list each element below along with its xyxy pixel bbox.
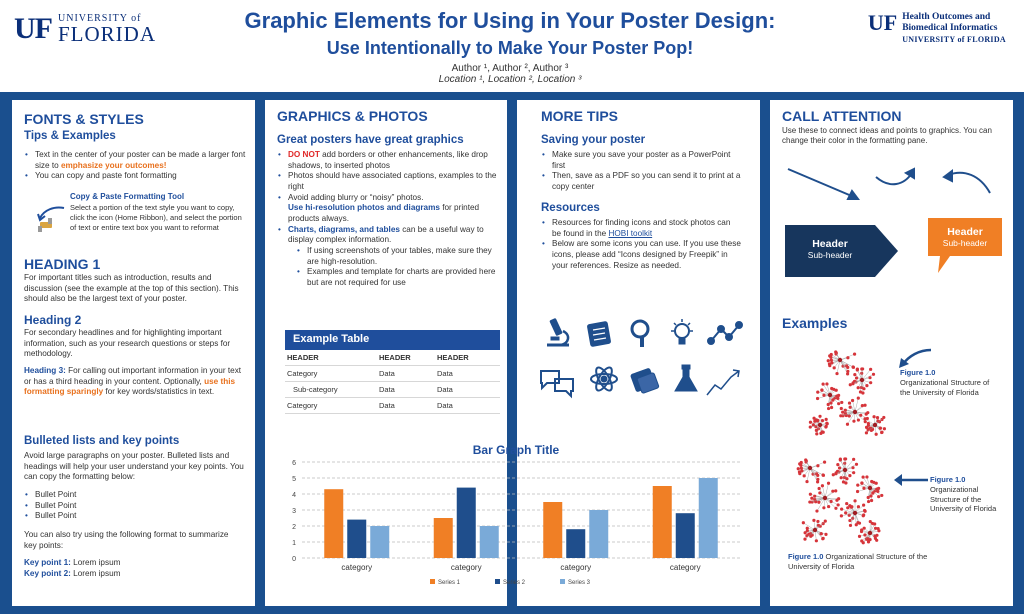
legend-entry: Series 1: [438, 580, 461, 586]
network-icon: [708, 322, 743, 345]
example-bullets: [24, 490, 224, 522]
examples-title: Examples: [782, 315, 848, 331]
chevron-label: [785, 238, 875, 260]
graphics-bullets: [277, 150, 499, 289]
curved-arrow-left-icon: [944, 171, 990, 193]
table-header-row: HEADER HEADER HEADER: [285, 350, 500, 366]
bubble-subheader: Sub-header: [942, 238, 988, 248]
call-attention-title: CALL ATTENTION: [782, 108, 902, 124]
chart-title: Bar Graph Title: [472, 443, 560, 457]
list-item: • Avoid adding blurry or “noisy” photos. Use hi-resolution photos and diagrams for printed products always.: [277, 193, 499, 225]
microscope-icon: [547, 318, 569, 345]
chevron-subheader: Sub-header: [807, 250, 853, 260]
example-table-title: Example Table: [285, 330, 500, 350]
bar-chart: [280, 440, 750, 590]
x-tick-label: category: [341, 563, 373, 572]
great-graphics-subtitle: Great posters have great graphics: [277, 134, 464, 146]
list-item: • If using screenshots of your tables, make sure they are high-resolution.: [277, 246, 499, 267]
authors: Author ¹, Author ², Author ³: [451, 63, 569, 74]
format-painter-icon: [34, 204, 70, 234]
uf-university-text: UNIVERSITY of: [58, 12, 142, 24]
bulleted-lists-text: Avoid large paragraphs on your poster. Bulleted lists and headings will help your user understand your key points. You can copy the formatting below:: [24, 451, 244, 482]
summary-text: You can also try using the following format to summarize key points:: [24, 530, 229, 550]
flask-icon: [675, 365, 697, 391]
figure-caption: Figure 1.0 Organizational Structure of the University of Florida: [900, 368, 990, 397]
uf-monogram: UF: [14, 12, 52, 45]
bar: [676, 513, 695, 558]
icon-grid: [535, 315, 750, 400]
locations: Location ¹, Location ², Location ³: [438, 74, 582, 85]
hobi-toolkit-link[interactable]: HOBI toolkit: [608, 228, 653, 238]
x-tick-label: category: [669, 563, 701, 572]
magnifier-icon: [632, 321, 648, 347]
example-table: [285, 350, 500, 414]
list-item: • You can copy and paste font formatting: [24, 171, 246, 182]
trend-line-icon: [707, 370, 739, 395]
hobi-line3: UNIVERSITY of FLORIDA: [902, 34, 1006, 44]
list-item: • Bullet Point: [24, 511, 224, 522]
list-item: • Bullet Point: [24, 490, 224, 501]
tips-examples-subtitle: Tips & Examples: [24, 130, 116, 142]
org-structure-image: [800, 340, 895, 440]
bar: [699, 478, 718, 558]
y-tick-label: 3: [292, 508, 296, 515]
bar: [370, 526, 389, 558]
uf-logo: [14, 12, 156, 46]
heading-1-example: HEADING 1: [24, 256, 101, 272]
y-tick-label: 1: [292, 540, 296, 547]
books-icon: [631, 368, 660, 393]
straight-arrow-icon: [788, 169, 858, 199]
chevron-header: Header: [812, 238, 848, 250]
heading-3-text: Heading 3: For calling out important information in your text or has a third heading in your content. Optionally, use this formatting sparingly for key words/statistics in text.: [24, 366, 242, 397]
speech-bubble-label: [928, 226, 1002, 248]
poster-header: [0, 0, 1024, 92]
fonts-bullets: [24, 150, 246, 182]
fonts-styles-panel: [12, 100, 255, 606]
figure-caption: Figure 1.0 Organizational Structure of the University of Florida: [788, 552, 928, 571]
heading-2-example: Heading 2: [24, 313, 82, 327]
graphics-photos-title: GRAPHICS & PHOTOS: [277, 108, 428, 124]
lightbulb-icon: [671, 319, 693, 344]
figure-arrow-icon: [895, 346, 935, 370]
more-tips-title: MORE TIPS: [541, 108, 619, 124]
hobi-line1: Health Outcomes and: [902, 12, 991, 22]
table-row: Category Data Data: [285, 398, 500, 414]
y-tick-label: 2: [292, 524, 296, 531]
list-item: • Text in the center of your poster can be made a larger font size to emphasize your outcomes!: [24, 150, 246, 171]
legend-entry: Series 3: [568, 580, 591, 586]
bar: [480, 526, 499, 558]
y-tick-label: 5: [292, 476, 296, 483]
list-item: • Charts, diagrams, and tables can be a useful way to display complex information.: [277, 225, 499, 246]
key-point-1: Key point 1: Lorem ipsum: [24, 558, 121, 567]
list-item: • Make sure you save your poster as a PowerPoint first: [541, 150, 741, 171]
uf-florida-text: FLORIDA: [58, 21, 157, 46]
y-tick-label: 6: [292, 460, 296, 467]
poster-subtitle: Use Intentionally to Make Your Poster Pop!: [326, 38, 694, 58]
org-structure-image: [785, 448, 895, 548]
list-item: • Resources for finding icons and stock photos can be found in the HOBI toolkit: [541, 218, 741, 239]
table-row: Category Data Data: [285, 366, 500, 382]
format-tool-title: Copy & Paste Formatting Tool: [70, 192, 185, 201]
list-item: • Below are some icons you can use. If you use these icons, please add “Icons designed by Freepik” in your references. Resize as needed.: [541, 239, 741, 271]
legend-entry: Series 2: [503, 580, 526, 586]
y-tick-label: 4: [292, 492, 296, 499]
key-point-2: Key point 2: Lorem ipsum: [24, 569, 121, 578]
fonts-styles-title: FONTS & STYLES: [24, 111, 144, 127]
heading-2-text: For secondary headlines and for highlighting important information, such as your research questions or steps for methodology.: [24, 328, 231, 359]
bar: [589, 510, 608, 558]
legend-swatch: [560, 579, 565, 584]
resources-subtitle: Resources: [541, 202, 600, 214]
bar: [543, 502, 562, 558]
hobi-line2: Biomedical Informatics: [902, 23, 998, 34]
bar: [434, 518, 453, 558]
call-attention-intro: Use these to connect ideas and points to graphics. You can change their color in the formatting pane.: [782, 126, 992, 146]
hobi-logo: [868, 12, 1006, 44]
list-item: • DO NOT add borders or other enhancements, like drop shadows, to inserted photos: [277, 150, 499, 171]
format-tool-text: Select a portion of the text style you want to copy, click the icon (Home Ribbon), and select the portion of text or entire text box you want to reformat: [70, 203, 242, 232]
hobi-monogram: UF: [867, 10, 898, 35]
resources-bullets: [541, 218, 741, 271]
figure-caption: Figure 1.0 Organizational Structure of the University of Florida: [930, 475, 997, 514]
atom-icon: [591, 365, 617, 393]
list-item: • Examples and template for charts are provided here but are not required for use: [277, 267, 499, 288]
y-tick-label: 0: [292, 556, 296, 563]
arrow-set: [780, 155, 1005, 215]
list-item: • Then, save as a PDF so you can send it to print at a copy center: [541, 171, 741, 192]
bubble-header: Header: [947, 226, 983, 238]
saving-subtitle: Saving your poster: [541, 134, 646, 146]
legend-swatch: [495, 579, 500, 584]
heading-1-text: For important titles such as introduction, results and discussion (see the example at the top of this section). This should also be the largest text of your poster.: [24, 273, 239, 304]
table-row: Sub-category Data Data: [285, 382, 500, 398]
bar: [347, 520, 366, 558]
saving-bullets: [541, 150, 741, 193]
bar: [324, 489, 343, 558]
bar: [653, 486, 672, 558]
list-item: • Photos should have associated captions, examples to the right: [277, 171, 499, 192]
chat-icon: [541, 371, 573, 396]
x-tick-label: category: [560, 563, 592, 572]
list-item: • Bullet Point: [24, 501, 224, 512]
bulleted-lists-title: Bulleted lists and key points: [24, 435, 180, 447]
x-tick-label: category: [450, 563, 482, 572]
bar: [566, 529, 585, 558]
curved-arrow-right-icon: [876, 169, 914, 184]
legend-swatch: [430, 579, 435, 584]
poster-title: Graphic Elements for Using in Your Poster Design:: [244, 8, 776, 33]
bar: [457, 488, 476, 558]
notepad-icon: [587, 321, 611, 346]
figure-arrow-icon: [890, 472, 930, 488]
